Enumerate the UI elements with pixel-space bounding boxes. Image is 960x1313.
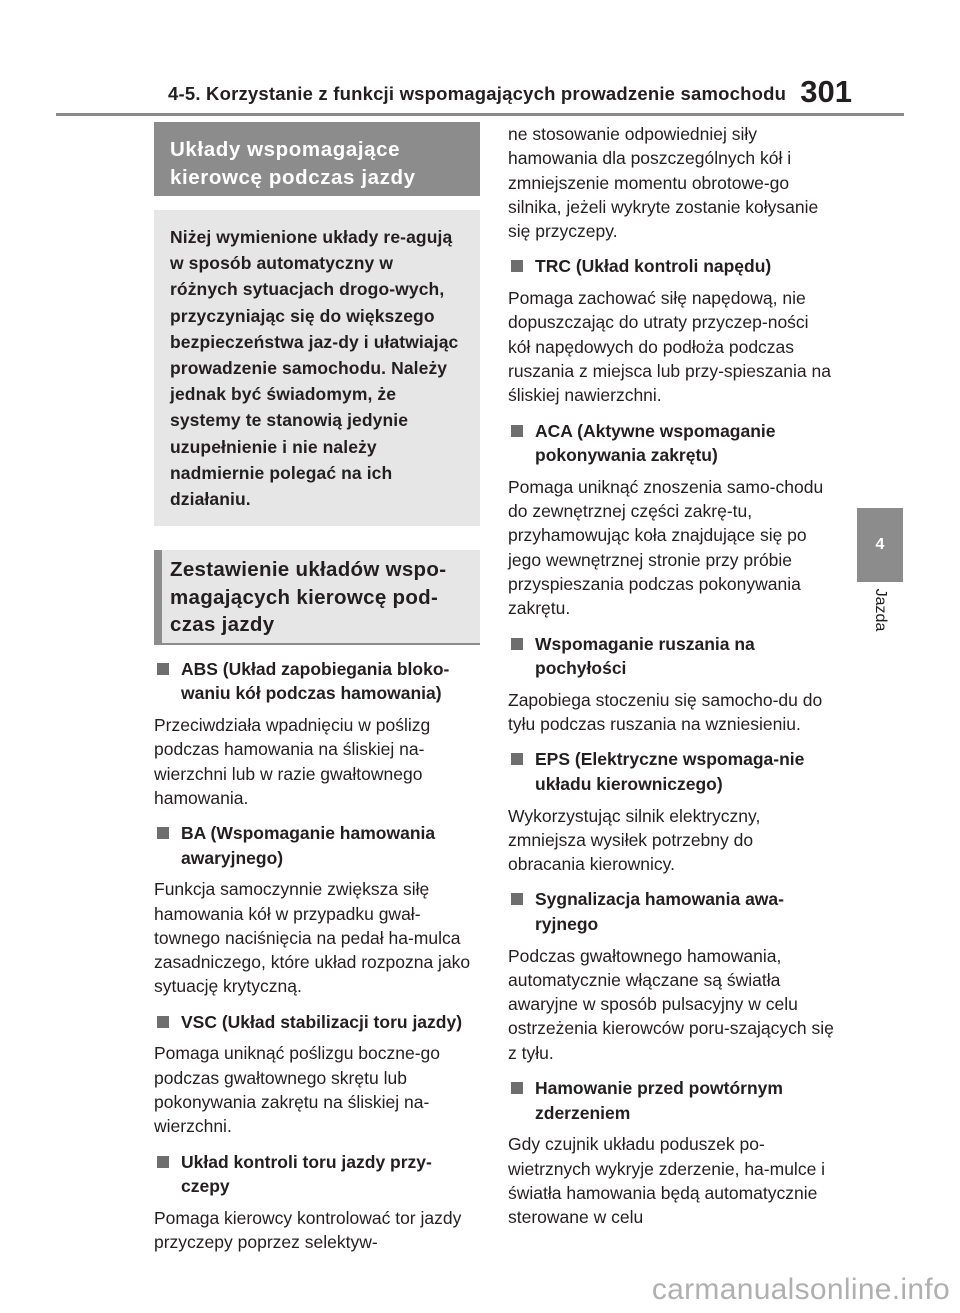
intro-box: Niżej wymienione układy re-agują w sposób automatyczny w różnych sytuacjach drogo-wych, przyczyniając się do większego bezpieczeństwa jaz-dy i ułatwiając prowadzenie samochodu. Należy jednak być świadomym, że systemy te stanowią jedynie uzupełnienie i nie należy nadmiernie polegać na ich działaniu.: [154, 210, 480, 526]
page-number: 301: [800, 74, 852, 109]
feature-title: [154, 1150, 480, 1199]
feature-item: [154, 657, 480, 810]
feature-title-text: ACA (Aktywne wspomaganie pokonywania zakrętu): [535, 420, 776, 466]
square-bullet-icon: [511, 1082, 523, 1094]
feature-title: [508, 254, 834, 279]
square-bullet-icon: [157, 1016, 169, 1028]
header-title: 4-5. Korzystanie z funkcji wspomagających prowadzenie samochodu: [168, 83, 787, 104]
chapter-tab[interactable]: [857, 508, 903, 582]
feature-description: Podczas gwałtownego hamowania, automatycznie włączane są światła awaryjne w sposób pulsacyjny w celu ostrzeżenia kierowców poru-szających się z tyłu.: [508, 945, 834, 1063]
right-column: [508, 122, 834, 1229]
feature-item: [508, 1076, 834, 1229]
chapter-tab-label: [863, 580, 897, 640]
feature-title: [154, 657, 480, 706]
square-bullet-icon: [511, 753, 523, 765]
sub-heading: Zestawienie układów wspo-magających kierowcę pod-czas jazdy: [154, 550, 480, 645]
chapter-tab-label-text: Jazda: [872, 588, 889, 632]
feature-description: Zapobiega stoczeniu się samocho-du do tyłu podczas ruszania na wzniesieniu.: [508, 689, 823, 735]
square-bullet-icon: [157, 663, 169, 675]
feature-description: Gdy czujnik układu poduszek po-wietrznych wykryje zderzenie, ha-mulce i światła hamowania będą automatycznie sterowane w celu: [508, 1134, 826, 1228]
feature-title: [508, 1076, 834, 1125]
feature-item: [154, 821, 480, 999]
feature-item: [508, 254, 834, 407]
feature-item: [508, 419, 834, 621]
chapter-tab-number: 4: [875, 536, 885, 553]
feature-title-text: BA (Wspomaganie hamowania awaryjnego): [181, 823, 436, 868]
square-bullet-icon: [511, 425, 523, 437]
feature-description: Pomaga uniknąć poślizgu boczne-go podczas gwałtownego skrętu lub pokonywania zakrętu na śliskiej na-wierzchni.: [154, 1043, 441, 1137]
square-bullet-icon: [157, 1156, 169, 1168]
feature-description: Wykorzystując silnik elektryczny, zmniejsza wysiłek potrzebny do obracania kierownicy.: [508, 805, 761, 875]
square-bullet-icon: [157, 827, 169, 839]
feature-title: [508, 747, 834, 796]
left-item-list: [154, 657, 480, 1255]
feature-title-text: Wspomaganie ruszania na pochyłości: [535, 633, 755, 679]
feature-item: [154, 1150, 480, 1255]
feature-title: [508, 419, 834, 468]
header-divider: [56, 113, 904, 116]
watermark: carmanualsonline.info: [651, 1273, 950, 1306]
square-bullet-icon: [511, 638, 523, 650]
feature-description: Pomaga kierowcy kontrolować tor jazdy przyczepy poprzez selektyw-: [154, 1207, 462, 1253]
feature-title-text: EPS (Elektryczne wspomaga-nie układu kierowniczego): [535, 749, 805, 794]
feature-description: Pomaga zachować siłę napędową, nie dopuszczając do utraty przyczep-ności kół napędowych do podłoża podczas ruszania z miejsca lub przy-spieszania na śliskiej nawierzchni.: [508, 288, 831, 406]
feature-title-text: Sygnalizacja hamowania awa-ryjnego: [535, 889, 784, 934]
feature-title: [508, 632, 834, 681]
feature-description: Funkcja samoczynnie zwiększa siłę hamowania kół w przypadku gwał-townego naciśnięcia na pedał ha-mulca zasadniczego, które układ rozpozna jako sytuację krytyczną.: [154, 879, 471, 997]
feature-title-text: ABS (Układ zapobiegania bloko-waniu kół podczas hamowania): [181, 658, 450, 704]
feature-title: [508, 887, 834, 936]
section-heading: Układy wspomagające kierowcę podczas jazdy: [154, 122, 480, 196]
feature-title: [154, 821, 480, 870]
square-bullet-icon: [511, 260, 523, 272]
feature-title: [154, 1010, 480, 1035]
feature-item: [154, 1010, 480, 1139]
feature-title-text: Układ kontroli toru jazdy przy-czepy: [181, 1151, 432, 1197]
feature-item: [508, 632, 834, 737]
feature-title-text: VSC (Układ stabilizacji toru jazdy): [181, 1011, 463, 1032]
feature-description: Przeciwdziała wpadnięciu w poślizg podczas hamowania na śliskiej na-wierzchni lub w razie gwałtownego hamowania.: [154, 714, 431, 808]
feature-item: [508, 747, 834, 876]
continued-paragraph: ne stosowanie odpowiedniej siły hamowania dla poszczególnych kół i zmniejszenie momentu obrotowe-go silnika, jeżeli wykryte zostanie kołysanie się przyczepy.: [508, 124, 819, 242]
square-bullet-icon: [511, 893, 523, 905]
right-item-list: [508, 254, 834, 1229]
left-column: [154, 122, 480, 1254]
feature-title-text: TRC (Układ kontroli napędu): [535, 256, 772, 277]
feature-title-text: Hamowanie przed powtórnym zderzeniem: [535, 1078, 783, 1123]
feature-description: Pomaga uniknąć znoszenia samo-chodu do zewnętrznej części zakrę-tu, przyhamowując koła znajdujące się po jego wewnętrznej stronie przy próbie przyspieszania podczas pokonywania zakrętu.: [508, 476, 824, 619]
feature-item: [508, 887, 834, 1065]
